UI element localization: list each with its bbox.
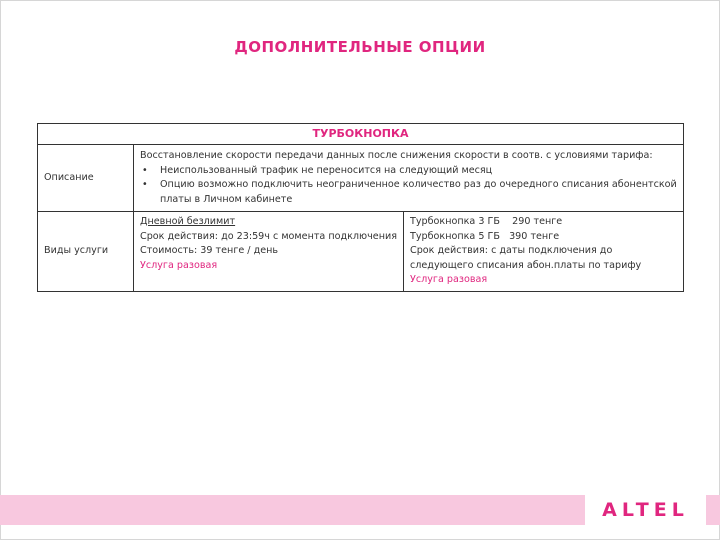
service-name: Дневной безлимит (140, 216, 236, 227)
altel-logo (585, 495, 706, 525)
service-line: Турбокнопка 5 ГБ 390 тенге (410, 230, 560, 242)
description-intro: Восстановление скорости передачи данных после снижения скорости в соотв. с условиями тарифа: (140, 150, 653, 161)
service-note: Услуга разовая (140, 259, 218, 271)
service-line: Турбокнопка 3 ГБ 290 тенге (410, 216, 563, 227)
description-bullets (140, 164, 677, 208)
bullet-icon: • (142, 164, 148, 176)
description-cell (134, 145, 684, 212)
service-note: Услуга разовая (410, 274, 488, 285)
table-header-row (38, 124, 684, 145)
options-table (37, 123, 684, 292)
page-title: ДОПОЛНИТЕЛЬНЫЕ ОПЦИИ (234, 38, 486, 56)
bullet-text: Опцию возможно подключить неограниченное количество раз до очередного списания абонентской платы в Личном кабинете (160, 179, 677, 205)
service-line: Стоимость: 39 тенге / день (140, 245, 279, 256)
service-daily-unlimited (134, 212, 404, 292)
services-label: Виды услуги (38, 212, 134, 292)
bullet-icon: • (142, 179, 148, 190)
bullet-text: Неиспользованный трафик не переносится на следующий месяц (160, 164, 493, 176)
logo-text: ALTEL (602, 499, 689, 521)
service-line: Срок действия: с даты подключения до следующего списания абон.платы по тарифу (410, 245, 642, 271)
list-item (140, 178, 677, 207)
service-line: Срок действия: до 23:59ч с момента подключения (140, 230, 397, 242)
services-row (38, 212, 684, 292)
list-item (140, 164, 677, 179)
service-turbo-packages (404, 212, 684, 292)
table-header: ТУРБОКНОПКА (38, 124, 684, 145)
description-row (38, 145, 684, 212)
description-label: Описание (38, 145, 134, 212)
